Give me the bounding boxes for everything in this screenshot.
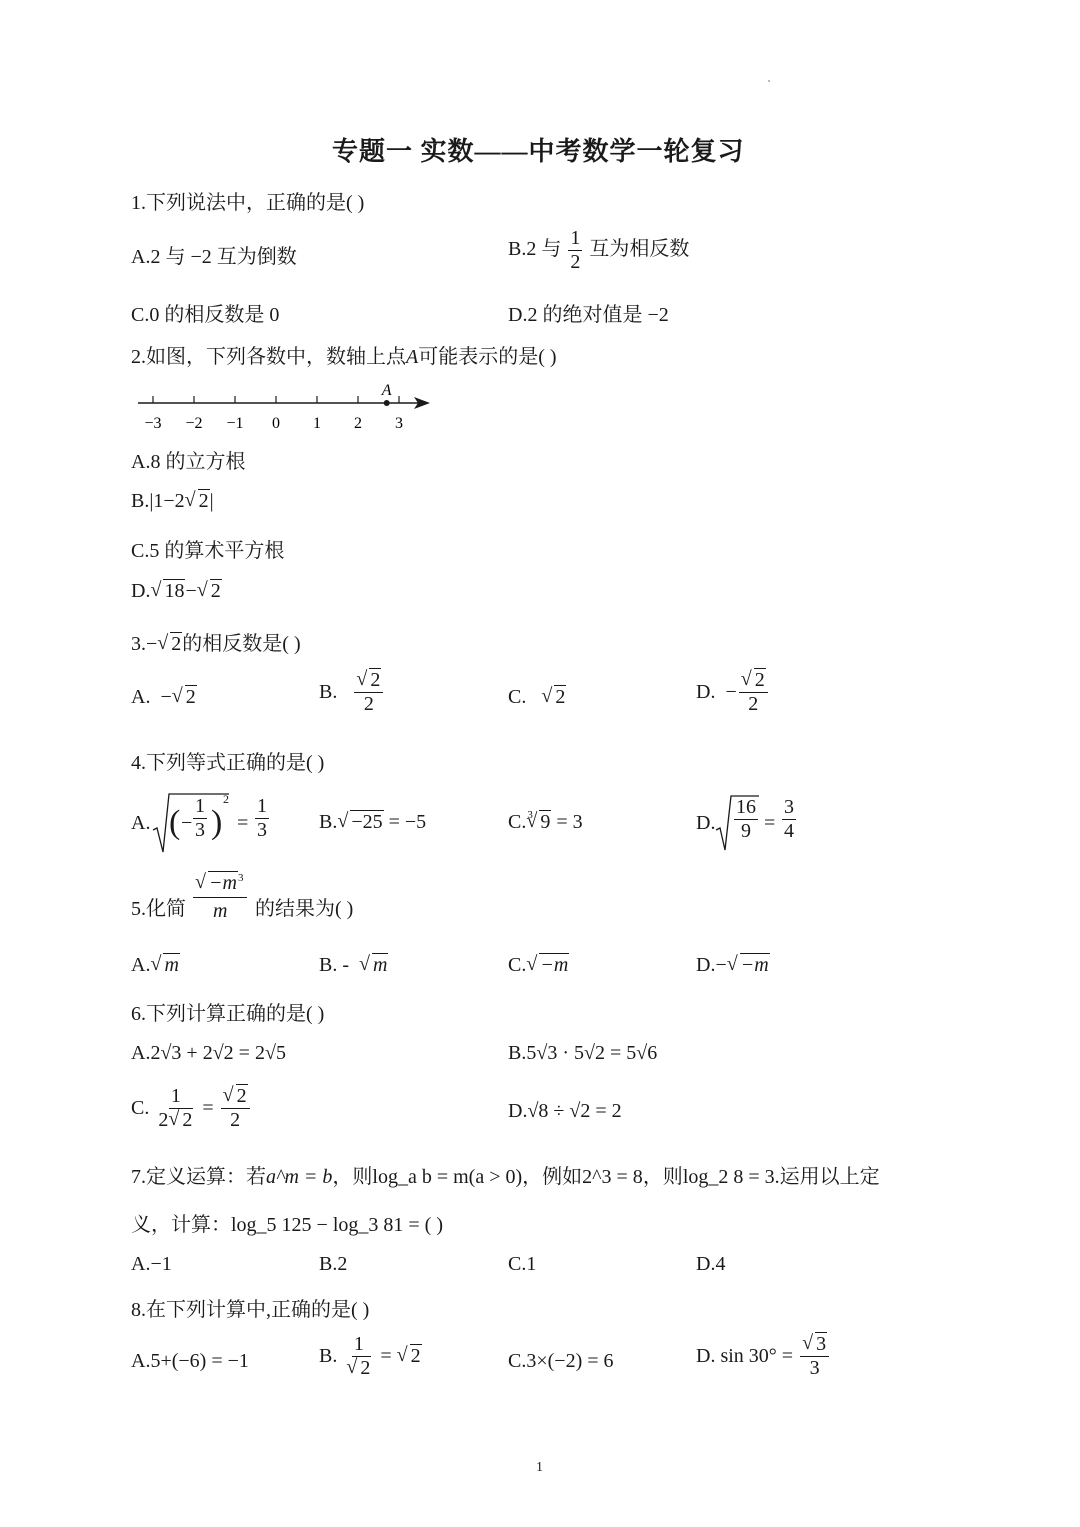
q7-line-1: 7.定义运算：若a^m = b，则log_a b = m(a > 0)，例如2^3 = 8，则log_2 8 = 3.运用以上定 [131, 1166, 880, 1188]
q1-option-a: A.2 与 −2 互为倒数 [131, 246, 297, 268]
q1-b-post: 互为相反数 [589, 238, 690, 261]
q8-option-b: B. 1 √ 2 = √ 2 [319, 1334, 422, 1379]
number-line-tick-label: −3 [144, 415, 162, 432]
q2-stem: 2.如图，下列各数中，数轴上点A可能表示的是( ) [131, 346, 557, 368]
q1-option-c: C.0 的相反数是 0 [131, 304, 280, 326]
number-line-tick-label: −2 [185, 415, 203, 432]
q7-option-a: A.−1 [131, 1253, 172, 1275]
number-line-tick-label: 0 [272, 415, 280, 432]
q8-option-c: C.3×(−2) = 6 [508, 1350, 614, 1372]
q7-option-d: D.4 [696, 1253, 726, 1275]
q2-option-c: C.5 的算术平方根 [131, 540, 285, 562]
q1-b-fraction: $\frac{1}{2}$ [570, 227, 581, 273]
point-a-dot [384, 400, 390, 406]
q2-option-a: A.8 的立方根 [131, 451, 246, 473]
q1-option-d: D.2 的绝对值是 −2 [508, 304, 669, 326]
q1-stem: 1.下列说法中，正确的是( ) [131, 192, 365, 214]
number-line-tick-label: 2 [354, 415, 362, 432]
q8-option-a: A.5+(−6) = −1 [131, 1350, 249, 1372]
q7-line-2: 义，计算：log_5 125 − log_3 81 = ( ) [131, 1214, 443, 1236]
q4-stem: 4.下列等式正确的是( ) [131, 752, 325, 774]
q1-b-pre: B.2 与 [508, 238, 562, 261]
q6-option-d: D.√8 ÷ √2 = 2 [508, 1100, 622, 1122]
q5-option-c: C.√ −m [508, 954, 569, 977]
q2-option-d: D.√ 18−√ 2 [131, 580, 222, 603]
q3-option-a: A. −√ 2 [131, 686, 197, 709]
q3-option-b: B. √ $\frac{2}{2}$ [319, 670, 385, 715]
q8-option-d: D. sin 30° = √ $\frac{3}{3}$ [696, 1334, 831, 1379]
q5-option-b: B. - √ m [319, 954, 388, 977]
number-line-tick-label: 1 [313, 415, 321, 432]
q6-option-c: C. $\frac{1}{2√ 2}$ = √ $\frac{2}{2}$ [131, 1086, 252, 1131]
q6-stem: 6.下列计算正确的是( ) [131, 1003, 325, 1025]
number-line [130, 378, 440, 438]
q1-option-b [508, 228, 689, 273]
q5-option-a: A.√ m [131, 954, 180, 977]
q4-option-c: C. 3 √ 9 = 3 [508, 811, 583, 834]
page-number: 1 [536, 1460, 543, 1475]
q5-option-d: D.−√ −m [696, 954, 770, 977]
q6-option-b: B.5√3 · 5√2 = 5√6 [508, 1042, 658, 1064]
q7-option-c: C.1 [508, 1253, 537, 1275]
number-line-tick-label: −1 [226, 415, 244, 432]
q3-option-d: D. − √ $\frac{2}{2}$ [696, 670, 770, 715]
point-a-label: A [381, 382, 392, 399]
q7-option-b: B.2 [319, 1253, 348, 1275]
q8-stem: 8.在下列计算中,正确的是( ) [131, 1299, 370, 1321]
scan-dot [768, 80, 770, 82]
q3-option-c: C. √ 2 [508, 686, 566, 709]
q3-stem: 3.−√ 2的相反数是( ) [131, 627, 301, 656]
number-line-tick-label: 3 [395, 415, 403, 432]
q6-option-a: A.2√3 + 2√2 = 2√5 [131, 1042, 286, 1064]
q4-option-b: B.√ −25 = −5 [319, 811, 426, 834]
q2-option-b: B.|1−2√ 2| [131, 490, 214, 513]
page-title: 专题一 实数——中考数学一轮复习 [332, 137, 745, 166]
